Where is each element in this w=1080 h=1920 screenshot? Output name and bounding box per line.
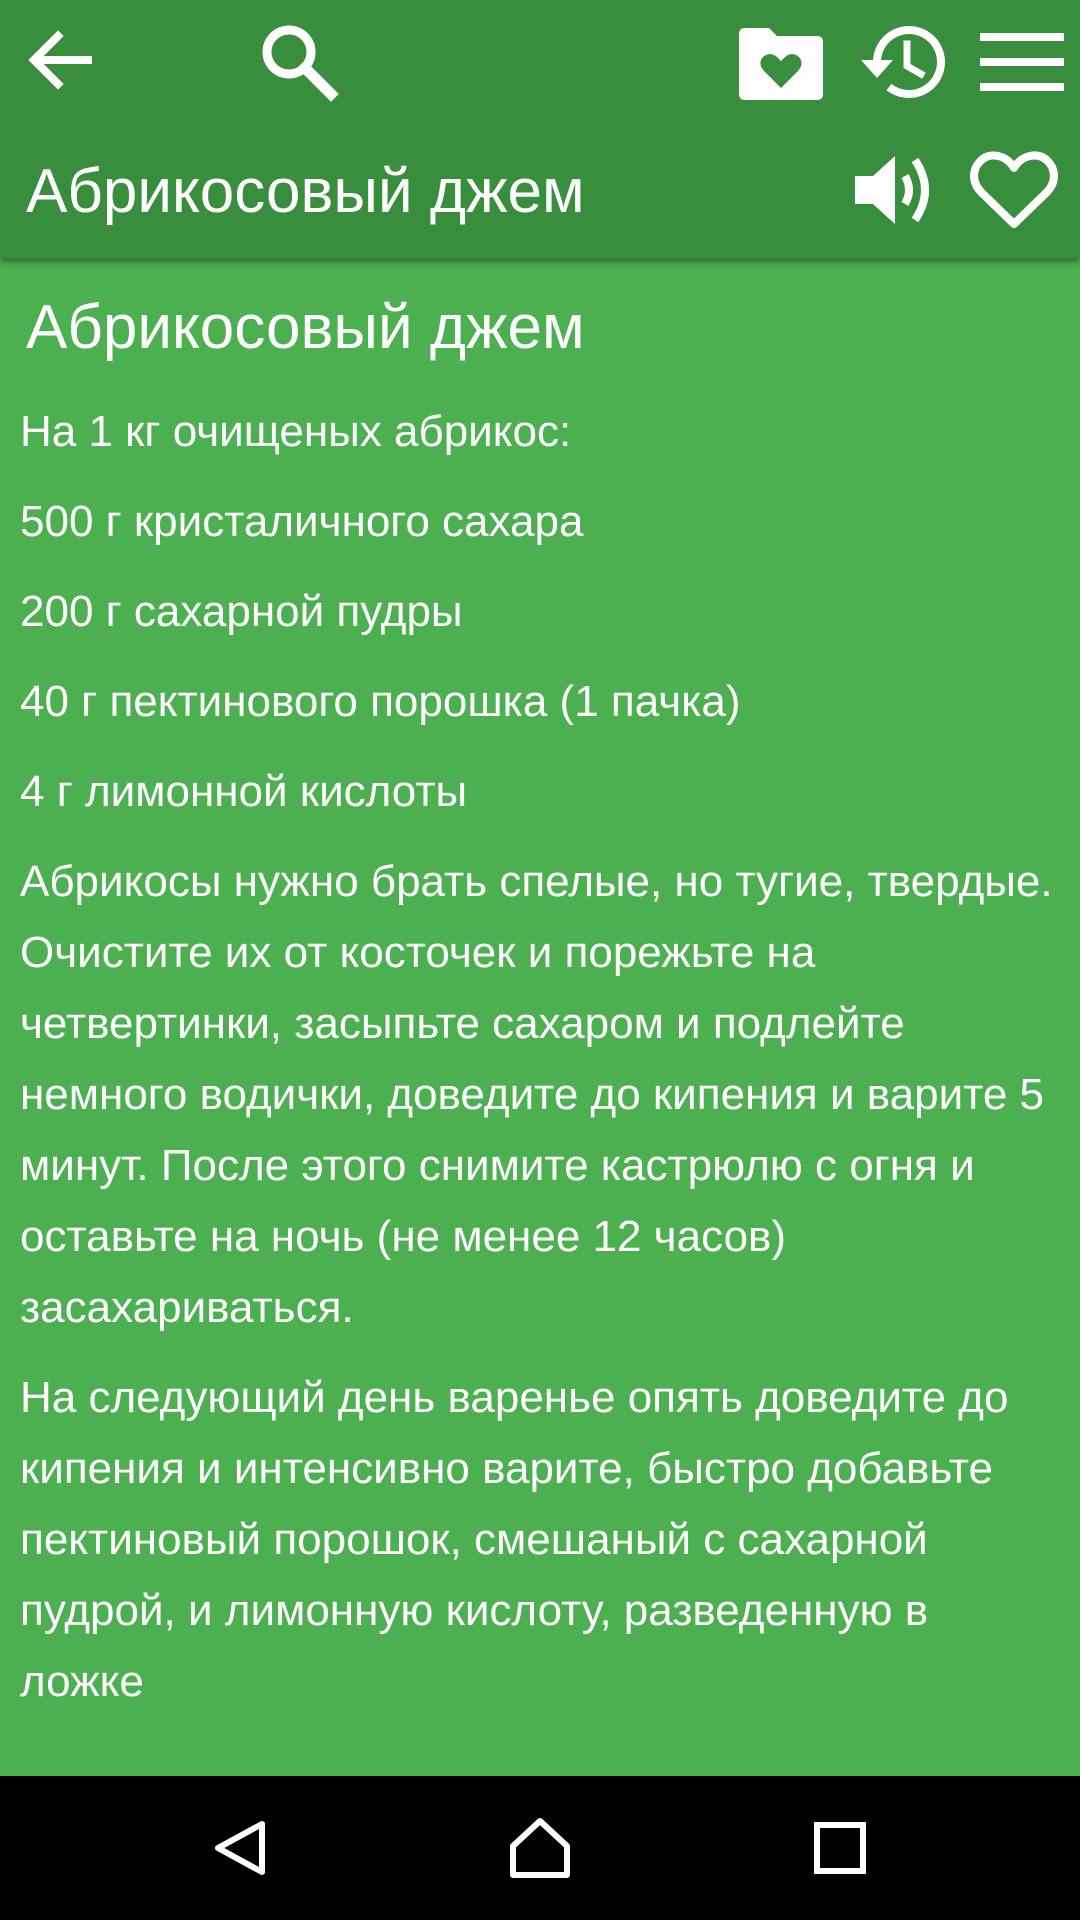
history-button[interactable] [848, 8, 956, 116]
favorites-folder-icon [733, 24, 827, 104]
history-icon [853, 16, 951, 108]
favorites-folder-button[interactable] [728, 12, 832, 116]
favorite-button[interactable] [962, 138, 1066, 242]
speaker-icon [851, 148, 943, 232]
menu-icon [978, 29, 1066, 95]
ingredient-line: 500 г кристаличного сахара [20, 497, 584, 546]
back-arrow-icon [22, 22, 98, 98]
ingredient-line: 200 г сахарной пудры [20, 587, 463, 636]
ingredient-line: 4 г лимонной кислоты [20, 767, 468, 816]
search-icon [255, 18, 341, 104]
menu-button[interactable] [970, 10, 1074, 114]
instruction-paragraph: Абрикосы нужно брать спелые, но тугие, твердые. Очистите их от косточек и порежьте на четвертинки, засыпьте сахаром и подлейте немного водички, доведите до кипения и варите 5 минут. После этого снимите кастрюлю с огня и оставьте на ночь (не менее 12 часов) засахариваться. [20, 857, 1053, 1332]
page-title: Абрикосовый джем [26, 157, 585, 226]
recipe-title: Абрикосовый джем [26, 293, 585, 362]
heart-icon [967, 148, 1061, 232]
speak-button[interactable] [845, 138, 949, 242]
instruction-paragraph: На следующий день варенье опять доведите до кипения и интенсивно варите, быстро добавьте пектиновый порошок, смешаный с сахарной пудрой, и лимонную кислоту, разведенную в ложке [20, 1373, 1009, 1706]
app-bar [0, 0, 1080, 258]
search-button[interactable] [245, 8, 351, 114]
recipe-content[interactable] [0, 258, 1080, 1776]
recents-icon [813, 1821, 867, 1875]
home-icon [507, 1816, 573, 1880]
system-navigation-bar [0, 1776, 1080, 1920]
ingredient-line: На 1 кг очищеных абрикос: [20, 407, 572, 456]
nav-home-button[interactable] [490, 1798, 590, 1898]
back-button[interactable] [10, 10, 110, 110]
nav-recents-button[interactable] [790, 1798, 890, 1898]
back-triangle-icon [210, 1818, 270, 1878]
ingredient-line: 40 г пектинового порошка (1 пачка) [20, 677, 741, 726]
nav-back-button[interactable] [190, 1798, 290, 1898]
recipe-text [20, 396, 1060, 1736]
